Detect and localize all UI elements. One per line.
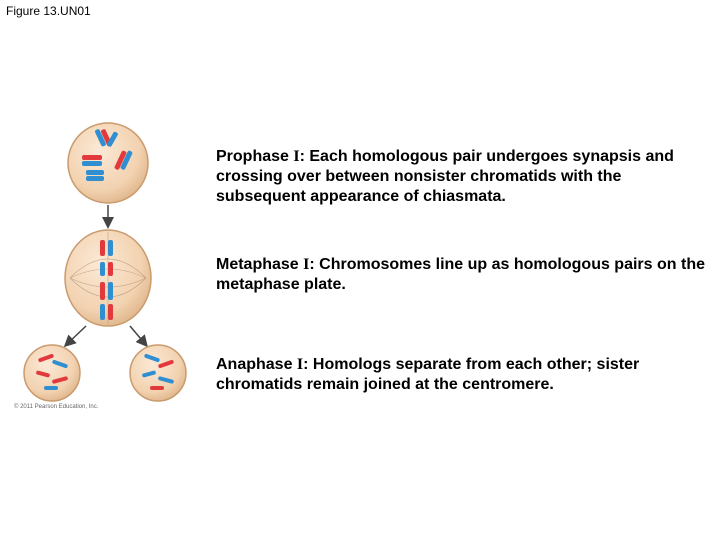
stage-numeral: I [296,356,304,373]
stage-name: Prophase [216,148,289,165]
prophase-description [216,147,706,207]
anaphase-cell-left [24,345,80,401]
anaphase-cell-right [130,345,186,401]
metaphase-cell [65,230,151,326]
figure-label: Figure 13.UN01 [6,4,91,18]
stage-name: Metaphase [216,256,299,273]
metaphase-description [216,255,706,295]
anaphase-description [216,355,706,395]
meiosis-diagram [0,0,230,430]
stage-text: : Each homologous pair undergoes synapsis and crossing over between nonsister chromatids with the subsequent appearance of chiasmata. [216,148,674,205]
arrow-to-anaphase-right [130,326,146,345]
stage-name: Anaphase [216,356,293,373]
arrow-to-anaphase-left [66,326,86,345]
stage-text: : Homologs separate from each other; sister chromatids remain joined at the centromere. [216,356,640,393]
prophase-cell [68,123,148,203]
stage-text: : Chromosomes line up as homologous pairs on the metaphase plate. [216,256,705,293]
stage-numeral: I [303,256,310,273]
stage-numeral: I [293,148,300,165]
copyright-notice: © 2011 Pearson Education, Inc. [14,404,99,410]
